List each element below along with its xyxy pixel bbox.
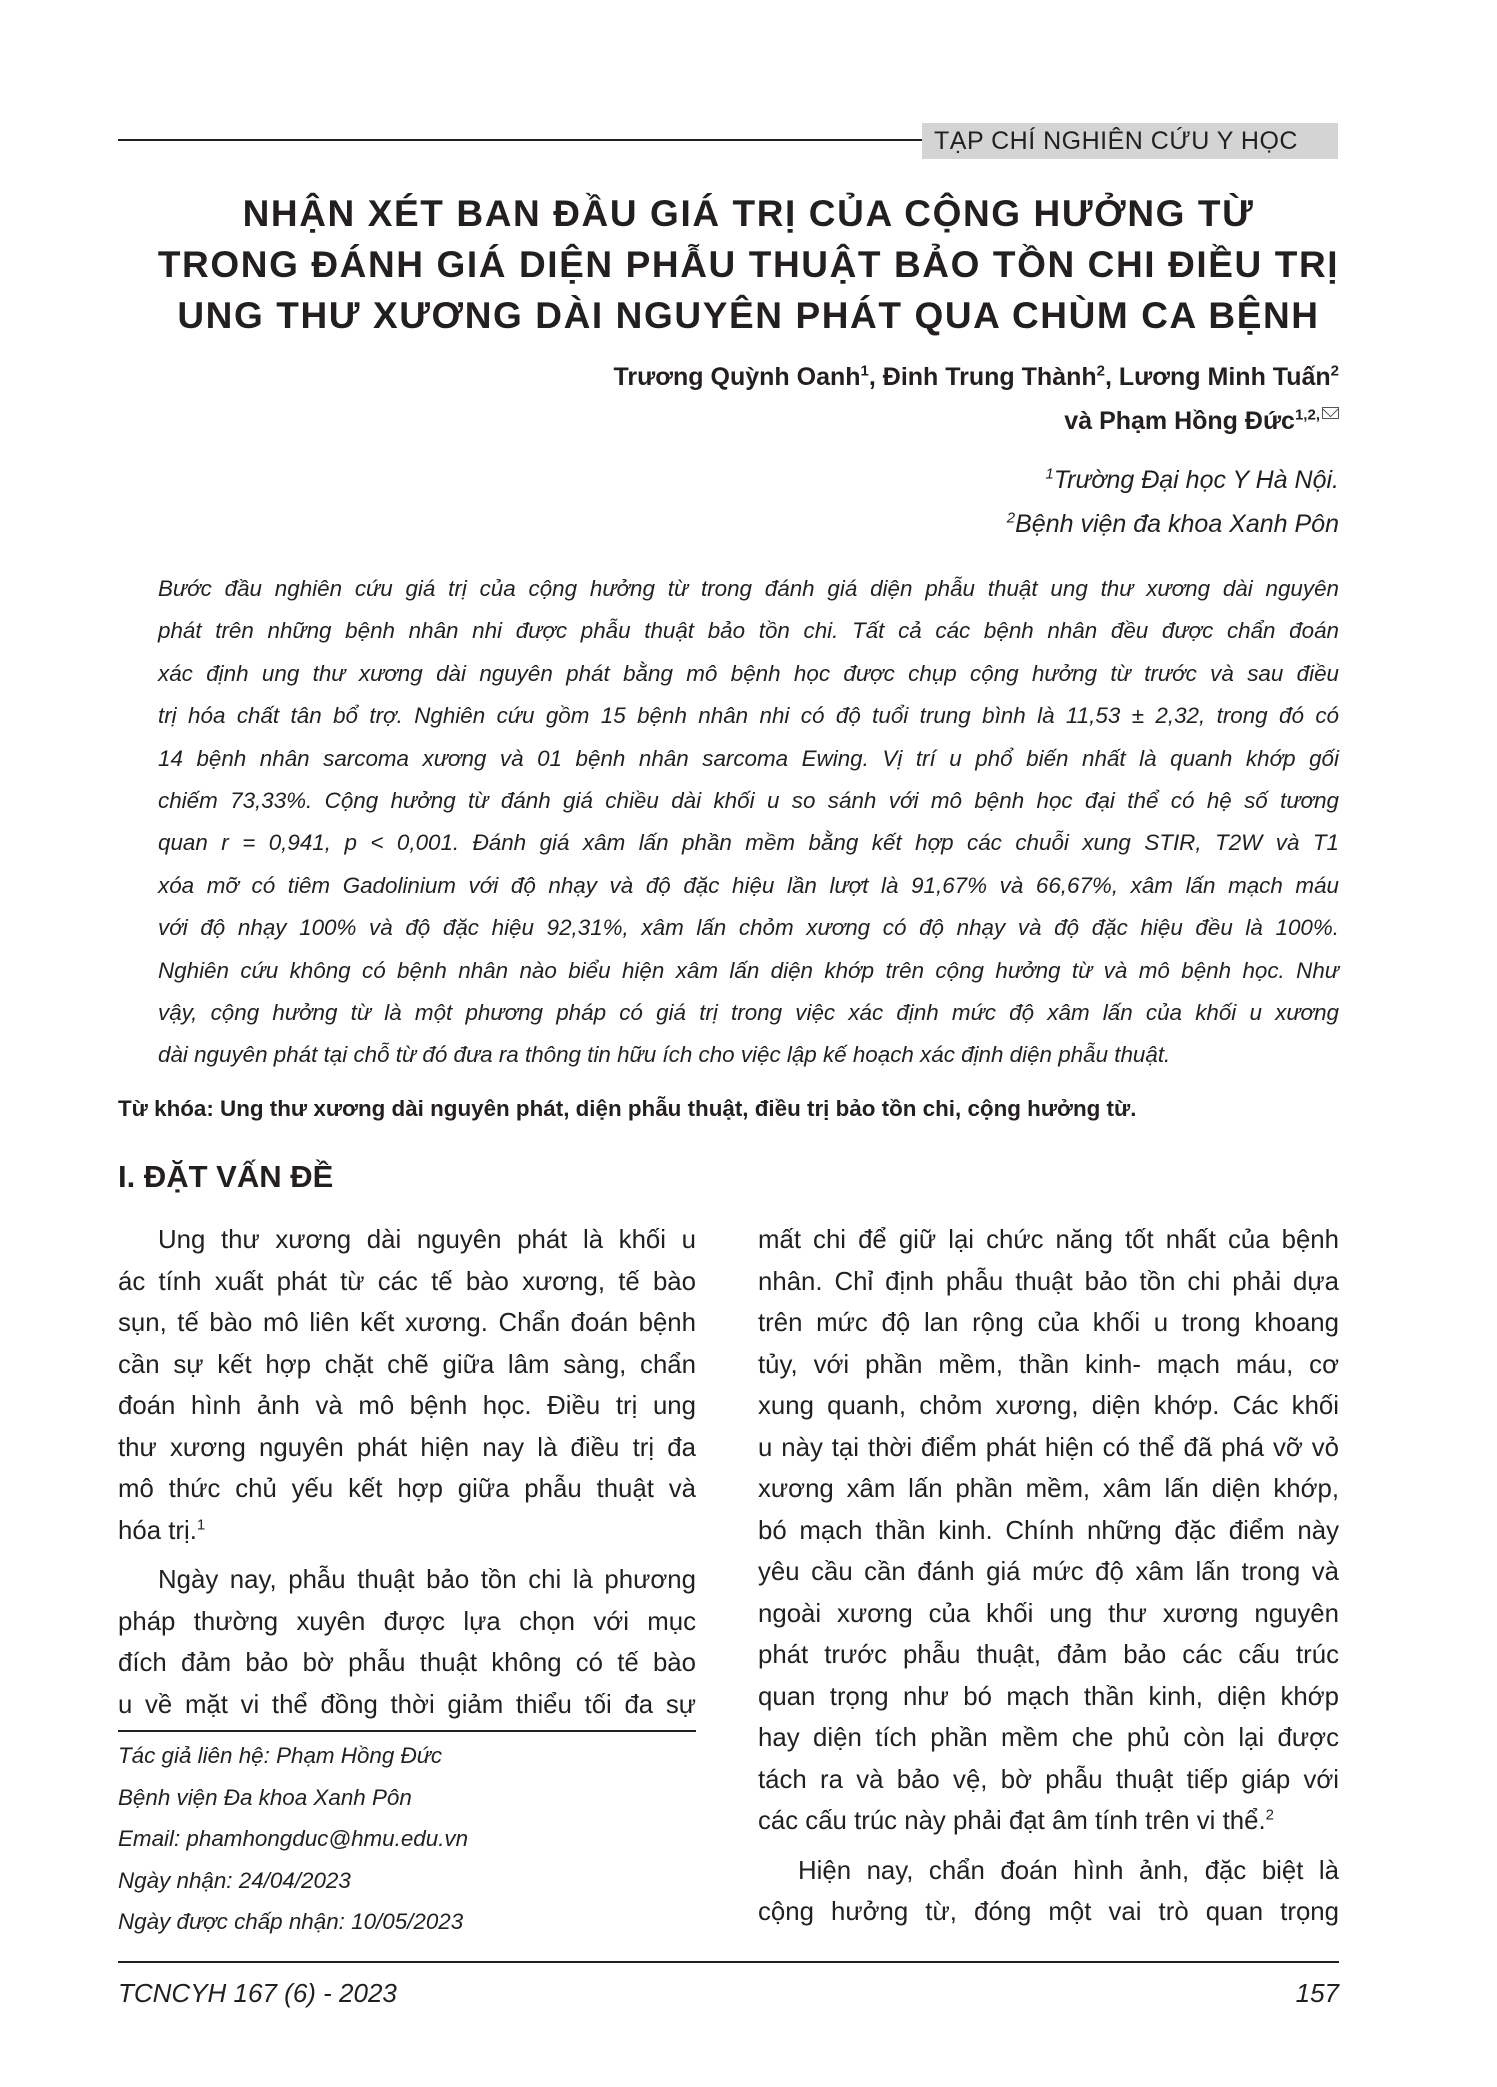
citation-mark: 2	[1265, 1806, 1274, 1824]
author-affiliation-mark: 2	[1096, 362, 1105, 380]
author-name: Trương Quỳnh Oanh	[613, 363, 861, 391]
abstract-line: với độ nhạy 100% và độ đặc hiệu 92,31%, xâm lấn chỏm xương có độ nhạy và độ đặc hiệu đều là 100%.	[158, 915, 1339, 941]
article-title	[100, 188, 1397, 341]
author-name: Đinh Trung Thành	[882, 363, 1097, 391]
title-line: TRONG ĐÁNH GIÁ DIỆN PHẪU THUẬT BẢO TỒN CHI ĐIỀU TRỊ	[157, 244, 1340, 285]
footnote-rule	[118, 1730, 696, 1732]
body-line: pháp thường xuyên được lựa chọn với mục	[118, 1607, 696, 1636]
footnote-corresponding-author: Tác giả liên hệ: Phạm Hồng Đức	[118, 1743, 443, 1768]
footnote-email: Email: phamhongduc@hmu.edu.vn	[118, 1826, 469, 1852]
author-name: Lương Minh Tuấn	[1118, 363, 1331, 391]
abstract-line: Bước đầu nghiên cứu giá trị của cộng hưởng từ trong đánh giá diện phẫu thuật ung thư xương dài nguyên	[158, 576, 1339, 601]
body-line: ngoài xương của khối ung thư xương nguyên	[758, 1599, 1339, 1628]
body-line: phát trước phẫu thuật, đảm bảo các cấu trúc	[758, 1641, 1339, 1669]
abstract-line: Nghiên cứu không có bệnh nhân nào biểu hiện xâm lấn diện khớp trên cộng hưởng từ và mô bệnh học. Như	[158, 957, 1339, 983]
author-list	[614, 355, 1339, 443]
abstract-line: vậy, cộng hưởng từ là một phương pháp có giá trị trong việc xác định mức độ xâm lấn của khối u xương	[158, 999, 1339, 1025]
author-affiliation-mark: 1,2,	[1294, 406, 1320, 424]
body-line: quan trọng như bó mạch thần kinh, diện khớp	[758, 1682, 1339, 1711]
abstract-line: xóa mỡ có tiêm Gadolinium với độ nhạy và độ đặc hiệu lần lượt là 91,67% và 66,67%, xâm lấn mạch máu	[158, 872, 1339, 898]
footer-rule	[118, 1961, 1339, 1963]
body-line: đích đảm bảo bờ phẫu thuật không có tế bào	[118, 1649, 696, 1677]
body-line: Ngày nay, phẫu thuật bảo tồn chi là phương	[158, 1566, 696, 1594]
body-line: tách ra và bảo vệ, bờ phẫu thuật tiếp giáp với	[758, 1765, 1339, 1794]
body-line: u này tại thời điểm phát hiện có thể đã phá vỡ vỏ	[758, 1433, 1339, 1462]
abstract-line: quan r = 0,941, p < 0,001. Đánh giá xâm lấn phần mềm bằng kết hợp các chuỗi xung STIR, T2W và T1	[158, 830, 1339, 856]
body-line	[118, 1511, 696, 1553]
affiliation	[1007, 458, 1339, 502]
author-affiliation-mark: 1	[860, 362, 869, 380]
body-line: hay diện tích phần mềm che phủ còn lại được	[758, 1724, 1339, 1752]
title-line: UNG THƯ XƯƠNG DÀI NGUYÊN PHÁT QUA CHÙM CA BỆNH	[177, 295, 1320, 336]
body-line: sụn, tế bào mô liên kết xương. Chẩn đoán bệnh	[118, 1309, 696, 1337]
author-affiliation-mark: 2	[1330, 362, 1339, 380]
body-line-text: các cấu trúc này phải đạt âm tính trên vi thể.	[758, 1807, 1266, 1835]
body-line: cần sự kết hợp chặt chẽ giữa lâm sàng, chẩn	[118, 1350, 696, 1379]
affiliation-mark: 1	[1045, 465, 1054, 483]
author-name: Phạm Hồng Đức	[1099, 407, 1295, 435]
body-line: xương xâm lấn phần mềm, xâm lấn diện khớp,	[758, 1475, 1339, 1503]
abstract	[158, 568, 1339, 1077]
body-line: đoán hình ảnh và mô bệnh học. Điều trị ung	[118, 1392, 696, 1420]
page-number: 157	[1295, 1978, 1339, 2008]
journal-name-badge: TẠP CHÍ NGHIÊN CỨU Y HỌC	[922, 123, 1338, 159]
affiliation-list	[1007, 458, 1339, 546]
author-line: Trương Quỳnh Oanh$^1$, Đinh Trung Thành$^2$, Lương Minh Tuấn$^2$	[613, 362, 1339, 391]
body-line: ác tính xuất phát từ các tế bào xương, tế bào	[118, 1267, 696, 1296]
abstract-line: phát trên những bệnh nhân nhi được phẫu thuật bảo tồn chi. Tất cả các bệnh nhân đều được chẩn đoán	[158, 618, 1339, 644]
correspondence-footnote	[118, 1735, 468, 1943]
abstract-line: xác định ung thư xương dài nguyên phát bằng mô bệnh học được chụp cộng hưởng từ trước và sau điều	[158, 660, 1339, 686]
abstract-line: dài nguyên phát tại chỗ từ đó đưa ra thông tin hữu ích cho việc lập kế hoạch xác định diện phẫu thuật.	[158, 1042, 1171, 1068]
body-line: bó mạch thần kinh. Chính những đặc điểm này	[758, 1516, 1339, 1545]
body-line: xung quanh, chỏm xương, diện khớp. Các khối	[758, 1392, 1339, 1420]
body-line: cộng hưởng từ, đóng một vai trò quan trọng	[758, 1898, 1339, 1926]
body-line: Hiện nay, chẩn đoán hình ảnh, đặc biệt là	[798, 1856, 1339, 1885]
affiliation-text: Bệnh viện đa khoa Xanh Pôn	[1015, 510, 1339, 538]
citation-mark: 1	[196, 1515, 206, 1533]
envelope-icon	[1322, 407, 1339, 419]
abstract-line: chiếm 73,33%. Cộng hưởng từ đánh giá chiều dài khối u so sánh với mô bệnh học đại thể có hệ số tương	[158, 787, 1339, 813]
footnote-accepted-date: Ngày được chấp nhận: 10/05/2023	[118, 1909, 464, 1935]
abstract-line: 14 bệnh nhân sarcoma xương và 01 bệnh nhân sarcoma Ewing. Vị trí u phổ biến nhất là quanh khớp gối	[158, 745, 1339, 771]
header-rule	[118, 139, 922, 141]
keywords: Từ khóa: Ung thư xương dài nguyên phát, diện phẫu thuật, điều trị bảo tồn chi, cộng hưởng từ.	[118, 1096, 1137, 1121]
body-line: tủy, với phần mềm, thần kinh- mạch máu, cơ	[758, 1350, 1339, 1379]
body-line: nhân. Chỉ định phẫu thuật bảo tồn chi phải dựa	[758, 1267, 1339, 1296]
body-line	[758, 1801, 1339, 1843]
body-line: mô thức chủ yếu kết hợp giữa phẫu thuật và	[118, 1475, 696, 1503]
affiliation	[1007, 502, 1339, 546]
footnote-received-date: Ngày nhận: 24/04/2023	[118, 1867, 351, 1893]
body-line-text: hóa trị.	[118, 1516, 197, 1545]
body-line: u về mặt vi thể đồng thời giảm thiểu tối đa sự	[118, 1690, 696, 1719]
author-conjunction: và	[1064, 407, 1093, 435]
body-line: trên mức độ lan rộng của khối u trong khoang	[758, 1309, 1339, 1337]
footer-journal-issue: TCNCYH 167 (6) - 2023	[118, 1978, 397, 2008]
affiliation-text: Trường Đại học Y Hà Nội.	[1053, 466, 1339, 494]
body-column-right	[758, 1220, 1339, 1934]
section-heading: I. ĐẶT VẤN ĐỀ	[118, 1159, 334, 1194]
body-line: yêu cầu cần đánh giá mức độ xâm lấn trong và	[758, 1558, 1339, 1586]
body-line: Ung thư xương dài nguyên phát là khối u	[158, 1226, 696, 1254]
author-line	[614, 399, 1339, 443]
body-line: mất chi để giữ lại chức năng tốt nhất của bệnh	[758, 1226, 1339, 1254]
body-line: thư xương nguyên phát hiện nay là điều trị đa	[118, 1433, 696, 1462]
body-column-left	[118, 1220, 696, 1726]
abstract-line: trị hóa chất tân bổ trợ. Nghiên cứu gồm 15 bệnh nhân nhi có độ tuổi trung bình là 11,53 ± 2,32, trong đó có	[158, 703, 1339, 729]
affiliation-mark: 2	[1006, 509, 1016, 527]
title-line: NHẬN XÉT BAN ĐẦU GIÁ TRỊ CỦA CỘNG HƯỞNG TỪ	[242, 193, 1255, 234]
footnote-institution: Bệnh viện Đa khoa Xanh Pôn	[118, 1784, 412, 1810]
